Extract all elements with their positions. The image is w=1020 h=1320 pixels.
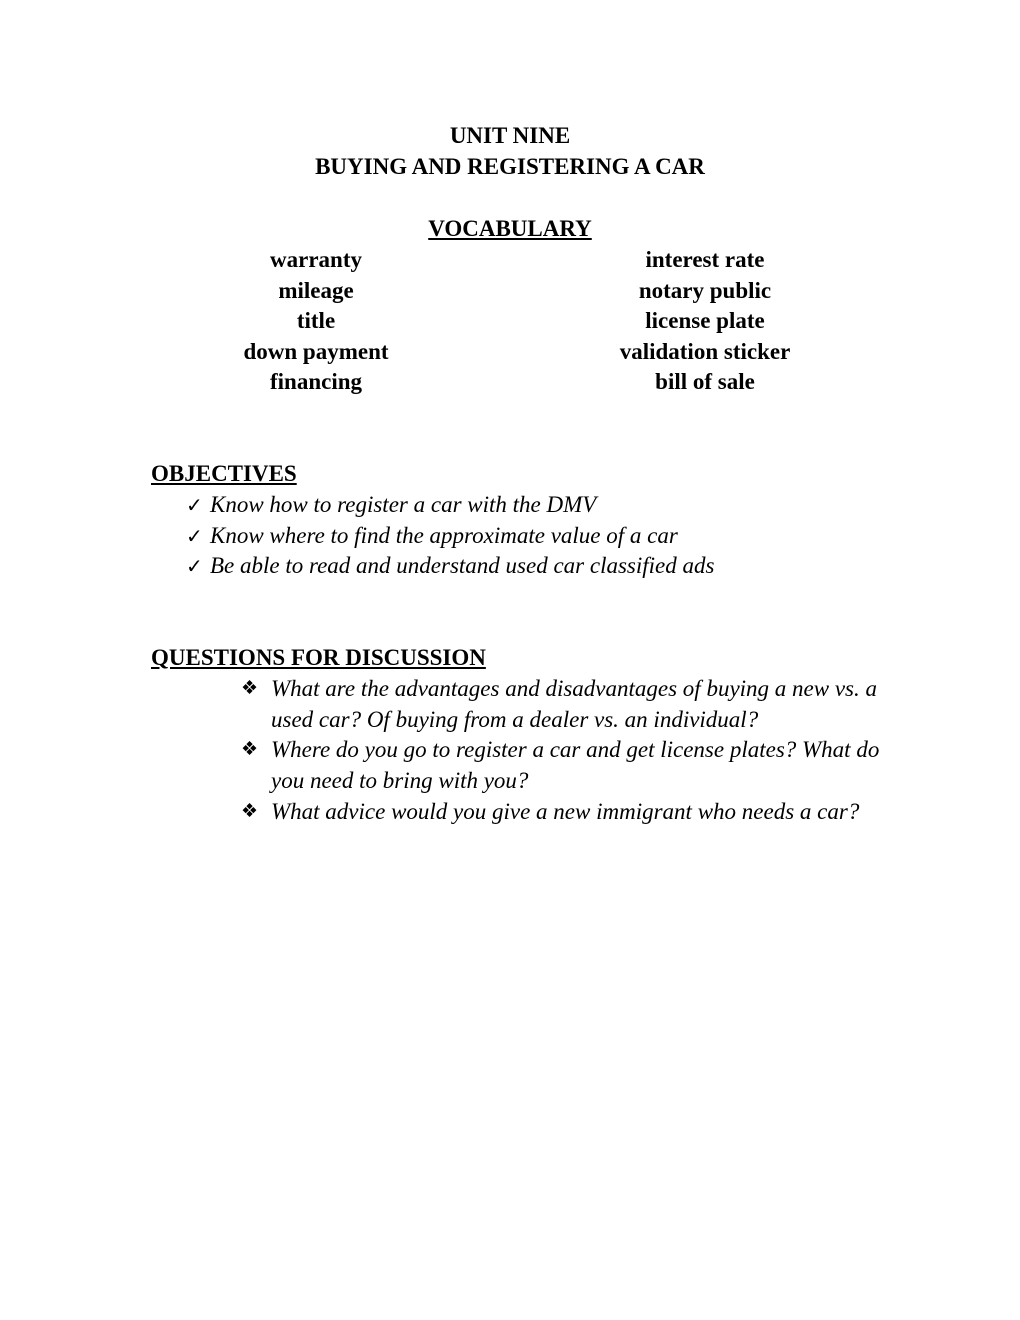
vocabulary-term: license plate — [645, 308, 765, 334]
question-item — [241, 735, 881, 796]
objective-text: Know how to register a car with the DMV — [210, 492, 597, 517]
vocabulary-term: mileage — [278, 277, 354, 303]
vocabulary-right-column — [575, 245, 835, 398]
questions-heading: QUESTIONS FOR DISCUSSION — [151, 645, 486, 670]
question-item — [241, 674, 881, 735]
four-diamond-icon: ❖ — [241, 739, 259, 761]
objective-item — [186, 490, 886, 521]
checkmark-icon: ✓ — [186, 495, 203, 517]
questions-list — [241, 674, 881, 828]
four-diamond-icon: ❖ — [241, 678, 259, 699]
vocabulary-term: title — [296, 308, 336, 334]
objective-text: Know where to find the approximate value of a car — [210, 522, 678, 548]
question-text: What advice would you give a new immigrant who needs a car? — [271, 798, 860, 824]
checkmark-icon: ✓ — [186, 556, 203, 579]
four-diamond-icon: ❖ — [241, 800, 259, 822]
question-item — [241, 797, 881, 828]
vocabulary-term: down payment — [243, 338, 389, 364]
document-title: BUYING AND REGISTERING A CAR — [315, 154, 705, 179]
objective-text: Be able to read and understand used car classified ads — [210, 553, 715, 579]
objective-item — [186, 521, 886, 552]
objectives-list — [186, 490, 886, 582]
vocabulary-term: financing — [269, 369, 363, 395]
vocabulary-heading: VOCABULARY — [428, 216, 592, 241]
vocabulary-term: validation sticker — [619, 338, 791, 364]
checkmark-icon: ✓ — [186, 525, 203, 548]
vocabulary-term: interest rate — [645, 247, 765, 272]
unit-label: UNIT NINE — [449, 123, 571, 148]
vocabulary-term: warranty — [270, 247, 362, 272]
vocabulary-term: bill of sale — [655, 369, 755, 395]
vocabulary-term: notary public — [638, 277, 772, 303]
question-text: What are the advantages and disadvantages of buying a new vs. a used car? Of buying from a dealer vs. an individual? — [271, 676, 878, 732]
objectives-heading: OBJECTIVES — [151, 461, 297, 486]
vocabulary-left-column — [186, 245, 446, 398]
objective-item — [186, 551, 886, 582]
question-text: Where do you go to register a car and get license plates? What do you need to bring with you? — [271, 737, 880, 794]
